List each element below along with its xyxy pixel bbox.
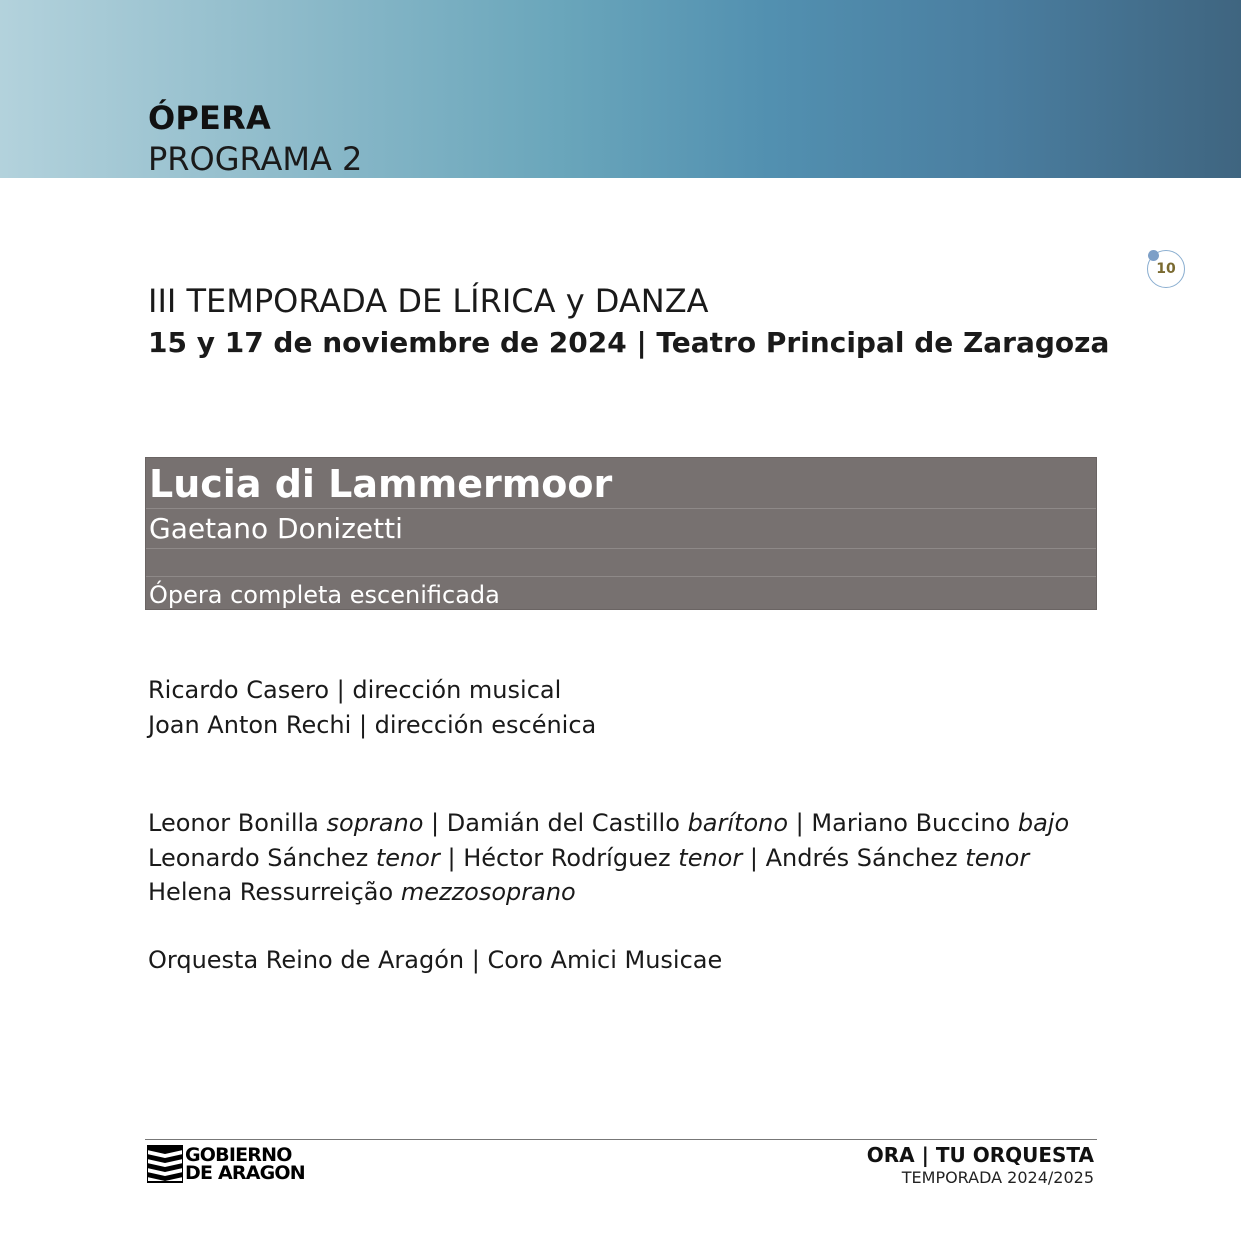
season-title: III TEMPORADA DE LÍRICA y DANZA	[148, 282, 709, 320]
cast-separator: |	[749, 843, 758, 872]
event-date-venue: 15 y 17 de noviembre de 2024 | Teatro Principal de Zaragoza	[148, 326, 1110, 359]
cast-voice: tenor	[965, 843, 1030, 872]
work-format: Ópera completa escenificada	[149, 581, 500, 609]
cast-line	[148, 875, 1069, 910]
work-title-row	[146, 458, 1096, 509]
cast-voice: soprano	[326, 809, 424, 837]
credit-music-director: Ricardo Casero | dirección musical	[148, 676, 562, 704]
work-title: Lucia di Lammermoor	[149, 462, 613, 506]
work-composer-row	[146, 509, 1096, 549]
cast-separator: |	[795, 809, 804, 837]
work-format-row	[146, 577, 1096, 610]
cast-line	[148, 806, 1069, 841]
cast-name: Héctor Rodríguez	[463, 843, 671, 872]
cast-voice: barítono	[687, 809, 789, 837]
footer-season: TEMPORADA 2024/2025	[901, 1168, 1094, 1187]
cast-voice: tenor	[375, 843, 440, 872]
footer-divider	[145, 1139, 1097, 1140]
aragon-government-logo-icon	[147, 1145, 183, 1183]
cast-name: Damián del Castillo	[446, 809, 680, 837]
cast-name: Mariano Buccino	[811, 809, 1011, 837]
cast-list	[148, 806, 1069, 910]
cast-name: Andrés Sánchez	[765, 843, 958, 872]
cast-name: Leonardo Sánchez	[148, 843, 369, 872]
cast-line	[148, 841, 1069, 876]
program-title: PROGRAMA 2	[148, 140, 363, 178]
cast-name: Leonor Bonilla	[148, 809, 319, 837]
cast-name: Helena Ressurreição	[148, 878, 394, 906]
work-composer: Gaetano Donizetti	[149, 512, 403, 545]
cast-separator: |	[431, 809, 440, 837]
work-empty-row	[146, 549, 1096, 577]
work-box	[145, 457, 1097, 610]
page-number-label: 10	[1156, 261, 1176, 277]
credits	[148, 673, 596, 742]
footer-logo	[147, 1145, 305, 1183]
footer-brand: ORA | TU ORQUESTA	[866, 1143, 1094, 1167]
cast-separator: |	[447, 843, 456, 872]
cast-voice: tenor	[678, 843, 743, 872]
cast-voice: mezzosoprano	[400, 878, 576, 906]
page-number-dot-icon	[1148, 250, 1159, 261]
logo-line-1: GOBIERNO	[185, 1144, 292, 1166]
credit-stage-director: Joan Anton Rechi | dirección escénica	[148, 710, 597, 739]
logo-line-2: DE ARAGON	[185, 1162, 305, 1184]
ensembles: Orquesta Reino de Aragón | Coro Amici Musicae	[148, 946, 723, 974]
cast-voice: bajo	[1017, 809, 1070, 837]
section-title: ÓPERA	[148, 99, 271, 137]
